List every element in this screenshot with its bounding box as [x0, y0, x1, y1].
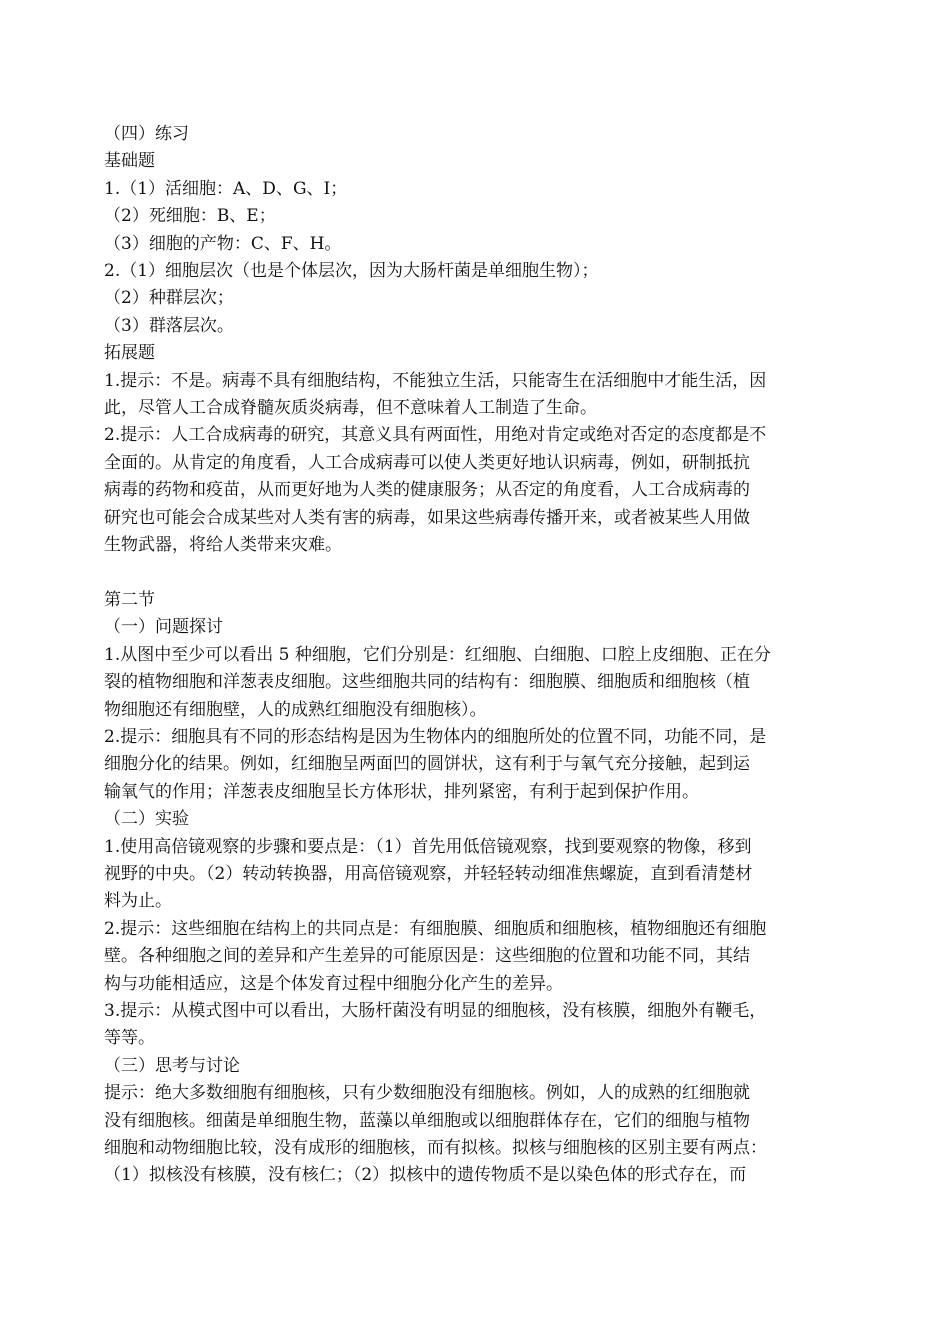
subheading-basic: 基础题: [104, 151, 155, 172]
paragraph-line: 细胞分化的结果。例如，红细胞呈两面凹的圆饼状，这有利于与氧气充分接触，起到运: [104, 754, 750, 775]
paragraph-line: 全面的。从肯定的角度看，人工合成病毒可以使人类更好地认识病毒，例如，研制抵抗: [104, 452, 750, 473]
paragraph-line: 2.提示：细胞具有不同的形态结构是因为生物体内的细胞所处的位置不同，功能不同，是: [104, 726, 767, 747]
section-title: 第二节: [104, 589, 155, 610]
paragraph-line: 1.提示：不是。病毒不具有细胞结构，不能独立生活，只能寄生在活细胞中才能生活，因: [104, 370, 767, 391]
paragraph-line: 研究也可能会合成某些对人类有害的病毒，如果这些病毒传播开来，或者被某些人用做: [104, 507, 750, 528]
subsection-heading: （三）思考与讨论: [104, 1055, 240, 1076]
document-body: [104, 121, 856, 1190]
subsection-heading: （二）实验: [104, 809, 189, 830]
paragraph-line: 生物武器，将给人类带来灾难。: [104, 535, 342, 556]
paragraph-line: 1.从图中至少可以看出 5 种细胞，它们分别是：红细胞、白细胞、口腔上皮细胞、正在分: [104, 644, 771, 665]
paragraph-line: 病毒的药物和疫苗，从而更好地为人类的健康服务；从否定的角度看，人工合成病毒的: [104, 480, 750, 501]
subsection-heading: （一）问题探讨: [104, 617, 223, 638]
answer-line: （2）种群层次；: [104, 288, 234, 309]
paragraph-line: （1）拟核没有核膜，没有核仁；（2）拟核中的遗传物质不是以染色体的形式存在，而: [104, 1165, 747, 1186]
answer-line: （3）群落层次。: [104, 315, 234, 336]
paragraph-line: 物细胞还有细胞壁，人的成熟红细胞没有细胞核）。: [104, 699, 487, 720]
paragraph-line: 视野的中央。（2）转动转换器，用高倍镜观察，并轻轻转动细准焦螺旋，直到看清楚材: [104, 863, 753, 884]
paragraph-line: 没有细胞核。细菌是单细胞生物，蓝藻以单细胞或以细胞群体存在，它们的细胞与植物: [104, 1110, 750, 1131]
paragraph-line: 构与功能相适应，这是个体发育过程中细胞分化产生的差异。: [104, 973, 563, 994]
blank-line: [104, 560, 856, 587]
paragraph-line: 等等。: [104, 1028, 155, 1049]
paragraph-line: 2.提示：这些细胞在结构上的共同点是：有细胞膜、细胞质和细胞核，植物细胞还有细胞: [104, 918, 767, 939]
paragraph-line: 壁。各种细胞之间的差异和产生差异的可能原因是：这些细胞的位置和功能不同，其结: [104, 946, 750, 967]
paragraph-line: 细胞和动物细胞比较，没有成形的细胞核，而有拟核。拟核与细胞核的区别主要有两点：: [104, 1138, 767, 1159]
answer-line: 2.（1）细胞层次（也是个体层次，因为大肠杆菌是单细胞生物）；: [104, 261, 599, 282]
paragraph-line: 此，尽管人工合成脊髓灰质炎病毒，但不意味着人工制造了生命。: [104, 398, 597, 419]
paragraph-line: 提示：绝大多数细胞有细胞核，只有少数细胞没有细胞核。例如，人的成熟的红细胞就: [104, 1083, 750, 1104]
subheading-extension: 拓展题: [104, 343, 155, 364]
answer-line: （3）细胞的产物：C、F、H。: [104, 233, 342, 254]
section-heading: （四）练习: [104, 124, 189, 144]
answer-line: （2）死细胞：B、E；: [104, 206, 276, 227]
paragraph-line: 1.使用高倍镜观察的步骤和要点是：（1）首先用低倍镜观察，找到要观察的物像，移到: [104, 836, 752, 857]
paragraph-line: 料为止。: [104, 891, 172, 912]
paragraph-line: 3.提示：从模式图中可以看出，大肠杆菌没有明显的细胞核，没有核膜，细胞外有鞭毛，: [104, 1000, 767, 1021]
paragraph-line: 输氧气的作用；洋葱表皮细胞呈长方体形状，排列紧密，有利于起到保护作用。: [104, 781, 699, 802]
paragraph-line: 裂的植物细胞和洋葱表皮细胞。这些细胞共同的结构有：细胞膜、细胞质和细胞核（植: [104, 672, 750, 693]
paragraph-line: 2.提示：人工合成病毒的研究，其意义具有两面性，用绝对肯定或绝对否定的态度都是不: [104, 425, 767, 446]
answer-line: 1.（1）活细胞：A、D、G、I；: [104, 178, 348, 199]
